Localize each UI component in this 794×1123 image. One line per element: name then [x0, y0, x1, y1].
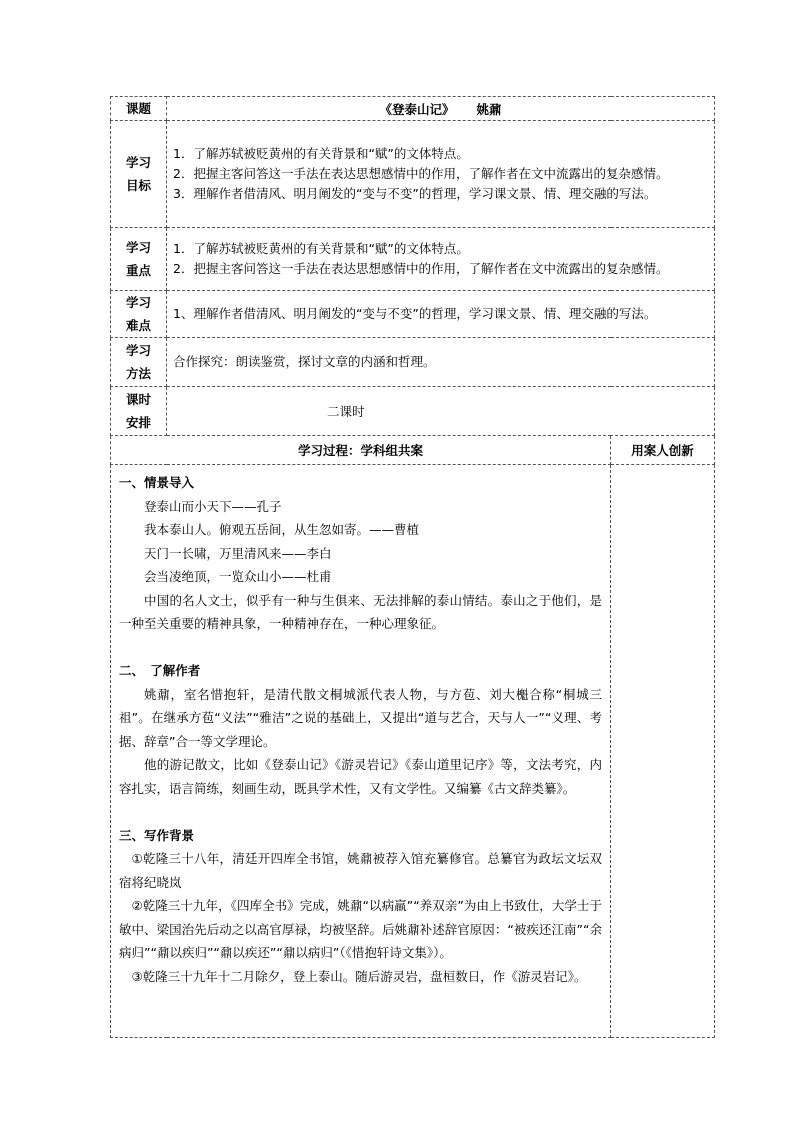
difficulties-label: 学习 难点: [111, 291, 167, 338]
section-title: 三、写作背景: [119, 827, 195, 843]
lesson-plan-table: [110, 96, 715, 1038]
difficulties-row: [111, 291, 715, 338]
topic-label: 课题: [111, 97, 167, 121]
schedule-label: 课时 安排: [111, 387, 167, 436]
paragraph: 中国的名人文士，似乎有一种与生俱来、无法排解的泰山情结。泰山之于他们，是一种至关重要的精神具象，一种精神存在，一种心理象征。: [119, 592, 602, 631]
lesson-title: 《登泰山记》: [379, 101, 455, 117]
goals-content: [167, 121, 715, 228]
innovation-column: [611, 465, 715, 1038]
paragraph: ①乾隆三十八年，清廷开四库全书馆，姚鼐被荐入馆充纂修官。总纂官为政坛文坛双宿将纪晓岚: [119, 851, 602, 890]
goals-row: [111, 121, 715, 228]
paragraph: 姚鼐，室名惜抱轩，是清代散文桐城派代表人物，与方苞、刘大櫆合称“桐城三祖”。在继承方苞“义法”“雅洁”之说的基础上，又提出“道与艺合，天与人一”“义理、考据、辞章”合一等文学理论。: [119, 686, 602, 749]
innovation-header: 用案人创新: [611, 436, 715, 465]
section-title: 二、 了解作者: [119, 663, 201, 678]
topic-title-cell: [167, 97, 715, 121]
difficulties-content: 1、理解作者借清风、明月阐发的“变与不变”的哲理，学习课文景、情、理交融的写法。: [167, 291, 715, 338]
key-point-item: 1．了解苏轼被贬黄州的有关背景和“赋”的文体特点。: [173, 241, 469, 256]
process-header: 学习过程：学科组共案: [111, 436, 611, 465]
lesson-author: 姚鼐: [476, 101, 502, 117]
paragraph: 他的游记散文，比如《登泰山记》《游灵岩记》《泰山道里记序》等，文法考究，内容扎实，语言简练，刻画生动，既具学术性，又有文学性。又编纂《古文辞类纂》。: [119, 757, 602, 796]
schedule-row: [111, 387, 715, 436]
lesson-plan: [110, 96, 714, 1038]
methods-label: 学习 方法: [111, 338, 167, 387]
methods-row: [111, 338, 715, 387]
key-points-row: [111, 228, 715, 291]
key-point-item: 2．把握主客问答这一手法在表达思想感情中的作用，了解作者在文中流露出的复杂感情。: [173, 261, 669, 276]
section-title: 一、情景导入: [119, 475, 195, 490]
key-points-content: [167, 228, 715, 291]
quote-line: 会当凌绝顶，一览众山小——杜甫: [144, 569, 332, 584]
topic-row: [111, 97, 715, 121]
goals-label: 学习 目标: [111, 121, 167, 228]
methods-content: 合作探究：朗读鉴赏，探讨文章的内涵和哲理。: [167, 338, 715, 387]
quote-line: 登泰山而小天下——孔子: [144, 498, 282, 514]
quote-line: 天门一长啸，万里清风来——李白: [144, 545, 332, 561]
goal-item: 3．理解作者借清风、明月阐发的“变与不变”的哲理，学习课文景、情、理交融的写法。: [173, 186, 657, 201]
quote-line: 我本泰山人。俯观五岳间，从生忽如寄。——曹植: [144, 522, 420, 537]
goal-item: 1．了解苏轼被贬黄州的有关背景和“赋”的文体特点。: [173, 146, 469, 161]
paragraph: ②乾隆三十九年，《四库全书》完成，姚鼐“以病羸”“养双亲”为由上书致仕，大学士于敏中、梁国治先后动之以高官厚禄，均被坚辞。后姚鼐补述辞官原因：“被疾还江南”“余病归”“鼐以疾归”“鼐以疾还”“鼐以病归”（《惜抱轩诗文集》）。: [119, 898, 602, 960]
process-body: [111, 465, 611, 1038]
process-header-row: [111, 436, 715, 465]
paragraph: ③乾隆三十九年十二月除夕，登上泰山。随后游灵岩，盘桓数日，作《游灵岩记》。: [131, 968, 587, 984]
schedule-content: 二课时: [167, 387, 715, 436]
process-body-row: [111, 465, 715, 1038]
goal-item: 2．把握主客问答这一手法在表达思想感情中的作用，了解作者在文中流露出的复杂感情。: [173, 166, 669, 181]
key-points-label: 学习 重点: [111, 228, 167, 291]
